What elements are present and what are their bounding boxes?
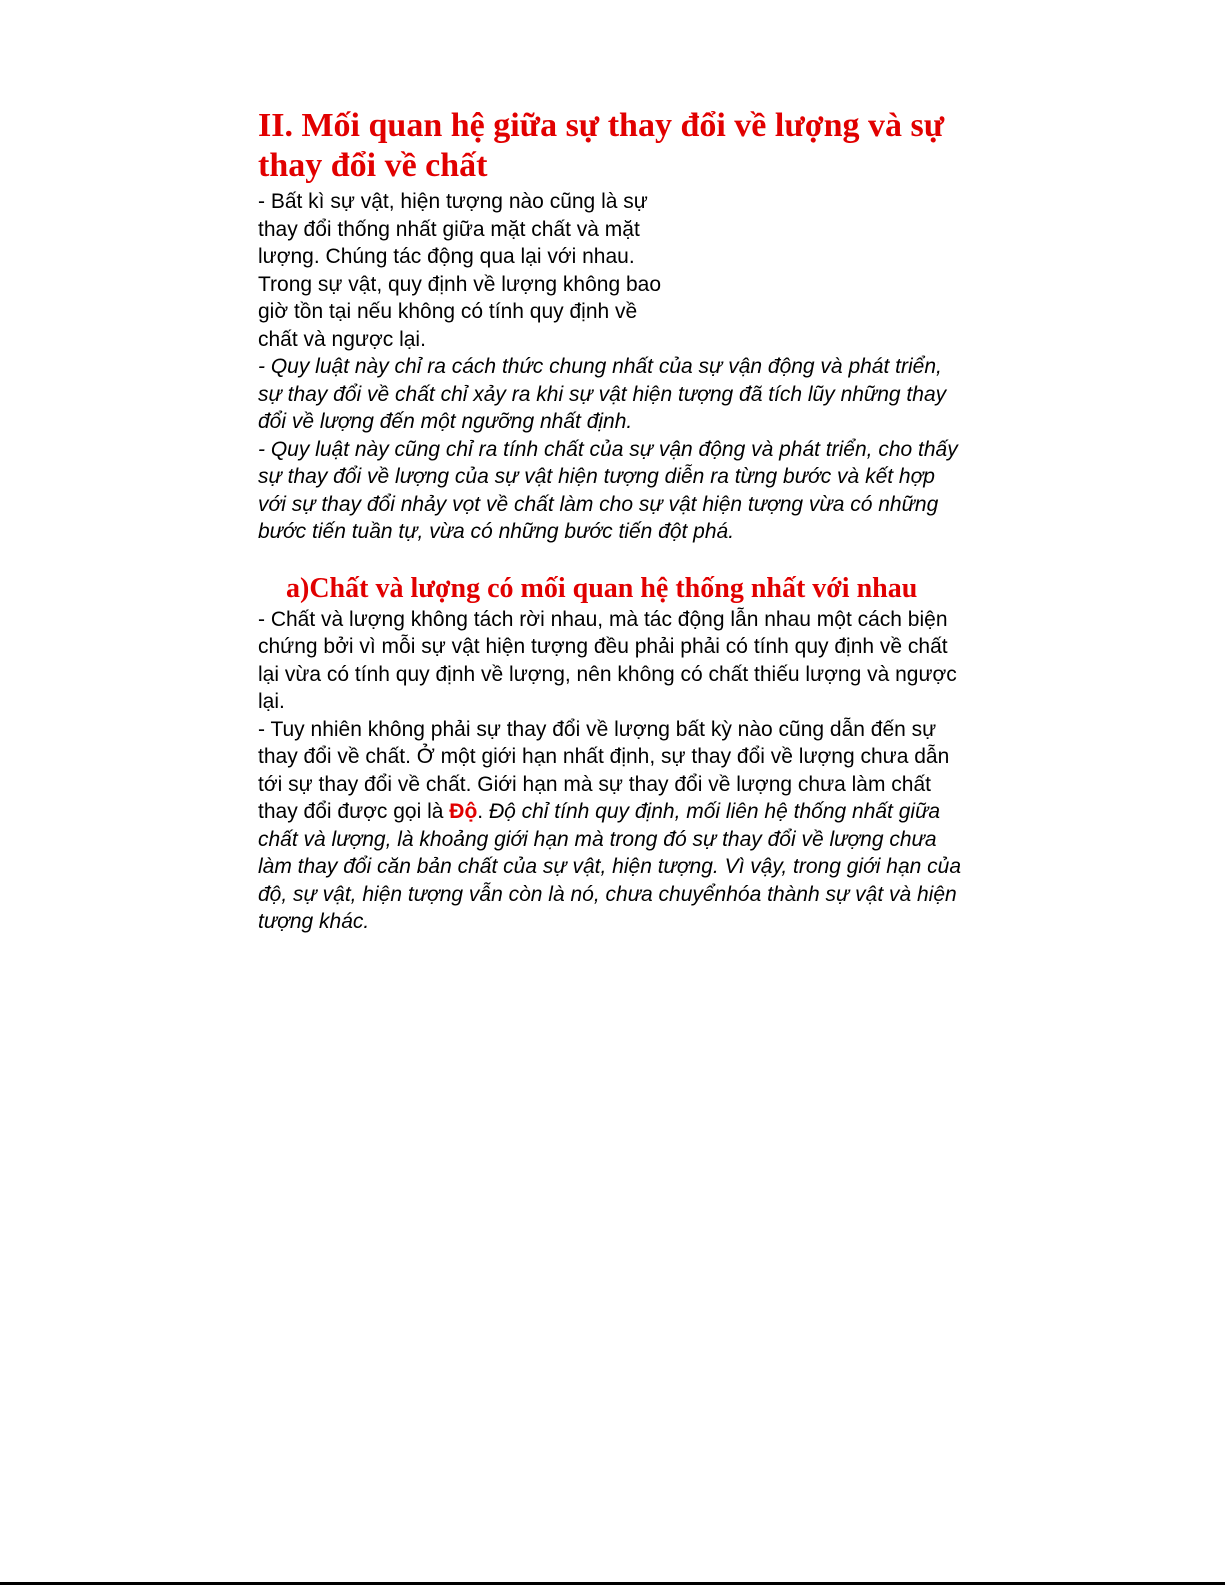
measure-dot: . (477, 800, 489, 823)
paragraph-unity-quality-quantity: - Bất kì sự vật, hiện tượng nào cũng là sự thay đổi thống nhất giữa mặt chất và mặt lượng. Chúng tác động qua lại với nhau. Trong sự vật, quy định về lượng không bao giờ tồn tại nếu không có tính quy định về chất và ngược lại. (258, 190, 662, 351)
measure-explanation: Độ chỉ tính quy định, mối liên hệ thống nhất giữa chất và lượng, là khoảng giới hạn mà trong đó sự thay đổi về lượng chưa làm thay đổi căn bản chất của sự vật, hiện tượng. Vì vậy, trong giới hạn của độ, sự vật, hiện tượng vẫn còn là nó, chưa chuyểnhóa thành sự vật và hiện tượng khác. (258, 800, 962, 933)
section-heading: II. Mối quan hệ giữa sự thay đổi về lượng và sự thay đổi về chất (258, 107, 945, 184)
measure-term: Độ (449, 800, 478, 823)
document-page (258, 106, 968, 936)
subsection-heading: a)Chất và lượng có mối quan hệ thống nhất với nhau (286, 572, 918, 604)
paragraph-law-nature: - Quy luật này cũng chỉ ra tính chất của sự vận động và phát triển, cho thấy sự thay đổi về lượng của sự vật hiện tượng diễn ra từng bước và kết hợp với sự thay đổi nhảy vọt về chất làm cho sự vật hiện tượng vừa có những bước tiến tuần tự, vừa có những bước tiến đột phá. (258, 437, 958, 543)
paragraph-law-method: - Quy luật này chỉ ra cách thức chung nhất của sự vận động và phát triển, sự thay đổi về chất chỉ xảy ra khi sự vật hiện tượng đã tích lũy những thay đổi về lượng đến một ngưỡng nhất định. (258, 355, 947, 433)
measure-text-start: - Tuy nhiên không phải sự thay đổi về lượng bất kỳ nào cũng dẫn đến sự thay đổi về chất. Ở một giới hạn nhất định, sự thay đổi về lượng chưa dẫn tới sự thay đổi về chất. Giới hạn mà sự thay đổi về lượng chưa làm chất thay đổi được gọi là (258, 717, 950, 823)
paragraph-measure-definition (258, 716, 968, 936)
paragraph-inseparable: - Chất và lượng không tách rời nhau, mà tác động lẫn nhau một cách biện chứng bởi vì mỗi sự vật hiện tượng đều phải phải có tính quy định về chất lại vừa có tính quy định về lượng, nên không có chất thiếu lượng và ngược lại. (258, 607, 957, 713)
